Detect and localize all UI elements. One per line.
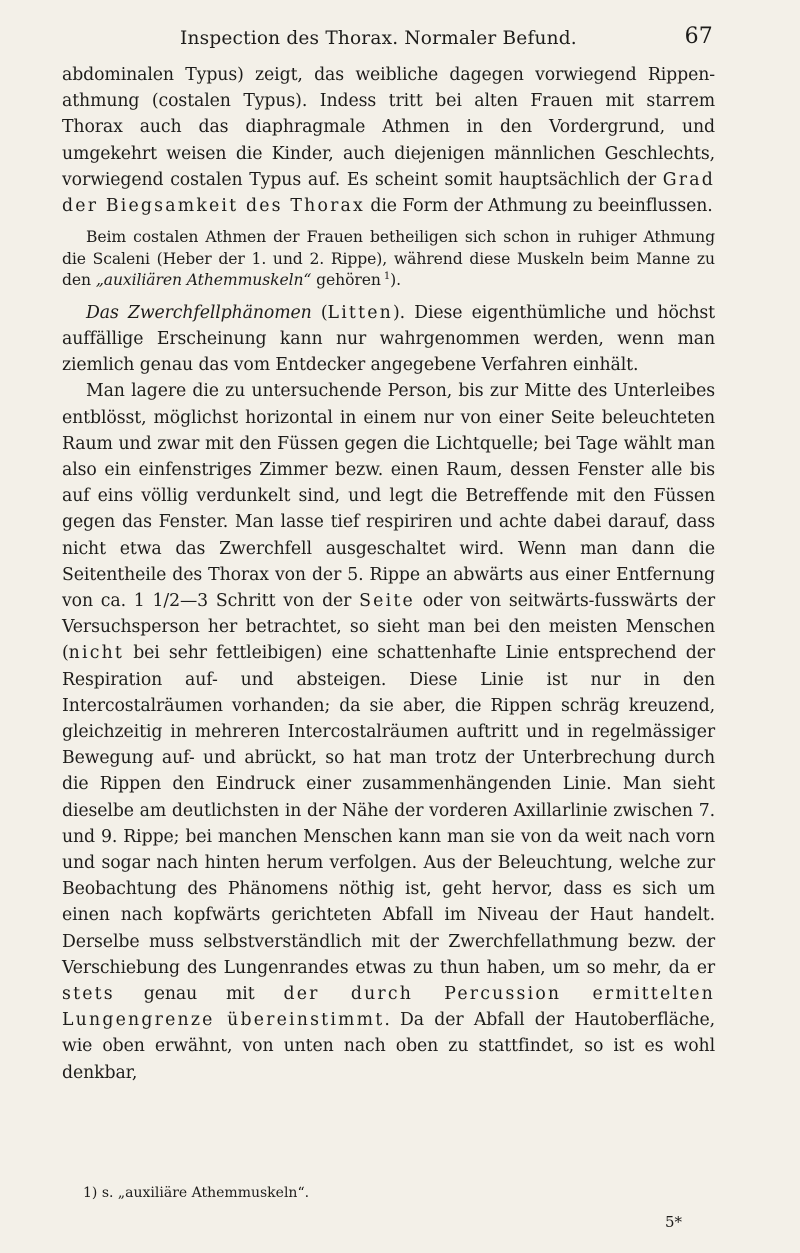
body-text xyxy=(62,62,715,1086)
author-name: Litten xyxy=(327,302,393,323)
paragraph-4 xyxy=(62,378,715,1085)
footnote-marker: 1) xyxy=(83,1185,98,1201)
text-run: ). xyxy=(390,271,401,290)
text-run: genau mit xyxy=(114,984,284,1004)
text-run: bei sehr fettleibigen) eine schattenhafte Linie entsprechend der Respiration auf- und absteigen. Diese Linie ist nur in den Intercostalräumen vorhanden; da sie aber, die Rippen schräg kreuzend, gleichzeitig in mehreren Intercostalräumen auftritt und in regelmässiger Bewegung auf- und abrückt, so hat man trotz der Unterbrechung durch die Rippen den Eindruck einer zusammenhängenden Linie. Man sieht dieselbe am deutlichsten in der Nähe der vorderen Axillarlinie zwischen 7. und 9. Rippe; bei manchen Menschen kann man sie von da weit nach vorn und sogar nach hinten herum verfolgen. Aus der Beleuchtung, welche zur Beobachtung des Phänomens nöthig ist, geht hervor, dass es sich um einen nach kopfwärts gerichteten Abfall im Niveau der Haut handelt. Derselbe muss selbstverständlich mit der Zwerchfellathmung bezw. der Verschiebung des Lungenrandes etwas zu thun haben, um so mehr, da er xyxy=(62,643,715,978)
text-run: Beim costalen Athmen der Frauen betheiligen sich schon in ruhiger Athmung die Scaleni (Heber der 1. und 2. Rippe), während diese Muskeln beim Manne zu den xyxy=(62,228,715,290)
text-run: oder von seitwärts-fusswärts der Versuchsperson her betrachtet, so sieht man bei den meisten Menschen ( xyxy=(62,590,715,664)
paragraph-2-small-print xyxy=(62,227,715,292)
spaced-emphasis: Grad der Biegsamkeit des Thorax xyxy=(62,169,715,217)
page-number: 67 xyxy=(684,24,713,49)
text-run: gehören xyxy=(311,271,381,290)
italic-heading: Das Zwerchfellphänomen xyxy=(86,302,312,323)
fraction: 1/2 xyxy=(152,590,180,611)
page-header xyxy=(180,24,713,58)
text-run: die Form der Athmung zu beeinflussen. xyxy=(365,196,713,217)
text-run: —3 Schritt von der xyxy=(179,590,360,611)
text-run: Man lagere die zu untersuchende Person, bis zur Mitte des Unterleibes entblösst, möglichst horizontal in einem nur von einer Seite beleuchteten Raum und zwar mit den Füssen gegen die Lichtquelle; bei Tage wählt man also ein einfenstriges Zimmer bezw. einen Raum, dessen Fenster alle bis auf eins völlig verdunkelt sind, und legt die Betreffende mit den Füssen gegen das Fenster. Man lasse tief respiriren und achte dabei darauf, dass nicht etwa das Zwerchfell ausgeschaltet wird. Wenn man dann die Seitentheile des Thorax von der 5. Rippe an abwärts aus einer Entfernung von ca. 1 xyxy=(62,381,715,611)
signature-mark: 5* xyxy=(665,1213,683,1231)
text-run: . Da der Abfall der Hautoberfläche, wie oben erwähnt, von unten nach oben zu stattfindet, so ist es wohl denkbar, xyxy=(62,1010,715,1083)
paragraph-3 xyxy=(62,300,715,379)
text-run: abdominalen Typus) zeigt, das weibliche dagegen vorwiegend Rippen-athmung (costalen Typus). Indess tritt bei alten Frauen mit starrem Thorax auch das diaphragmale Athmen in den Vordergrund, und umgekehrt weisen die Kinder, auch diejenigen männlichen Geschlechts, vorwiegend costalen Typus auf. Es scheint somit hauptsächlich der xyxy=(62,65,715,190)
spaced-emphasis: der durch Percussion ermittelten Lungengrenze übereinstimmt xyxy=(62,984,715,1031)
italic-term: „auxiliären Athemmuskeln“ xyxy=(95,271,312,290)
footnote xyxy=(83,1184,683,1202)
spaced-emphasis: stets xyxy=(62,984,115,1004)
spaced-emphasis: Seite xyxy=(359,590,415,611)
paragraph-1 xyxy=(62,62,715,219)
spaced-emphasis: nicht xyxy=(68,643,125,664)
footnote-marker: 1 xyxy=(383,271,391,283)
text-run: ( xyxy=(311,302,328,323)
footnote-text: s. „auxiliäre Athemmuskeln“. xyxy=(101,1185,310,1201)
running-title: Inspection des Thorax. Normaler Befund. xyxy=(180,28,577,49)
text-run: ). Diese eigenthümliche und höchst auffällige Erscheinung kann nur wahrgenommen werden, wenn man ziemlich genau das vom Entdecker angegebene Verfahren einhält. xyxy=(62,302,715,376)
